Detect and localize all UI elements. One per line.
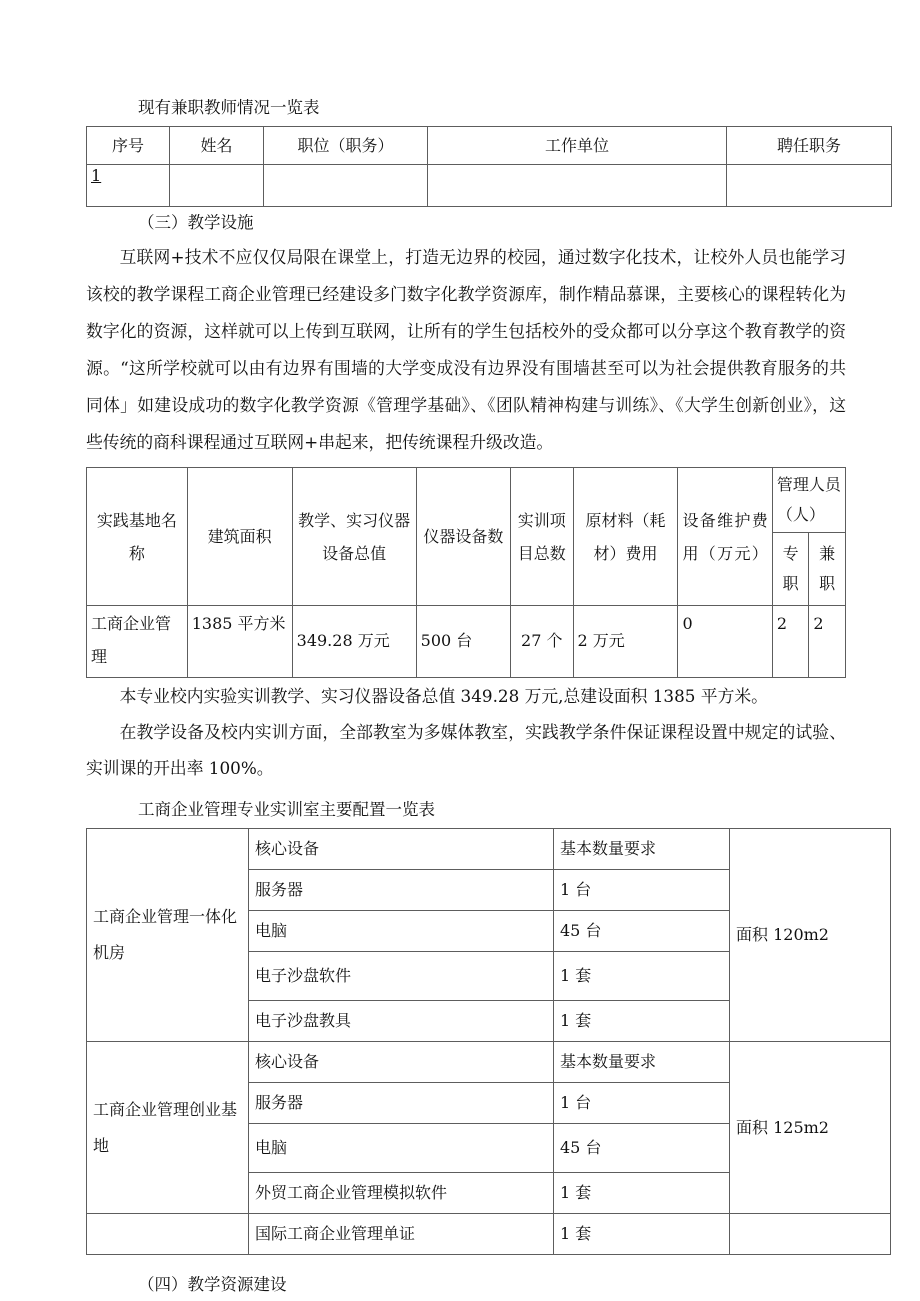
cell-area-empty [730,1214,891,1255]
cell-group-name: 工商企业管理一体化机房 [87,829,249,1042]
section-heading-four: （四）教学资源建设 [138,1275,287,1294]
cell-training-items: 27 个 [511,606,574,678]
cell-equipment: 服务器 [249,870,554,911]
cell-maintenance-cost: 0 [678,606,772,678]
practice-base-table [86,467,846,678]
cell-equipment: 服务器 [249,1083,554,1124]
cell-building-area: 1385 平方米 [187,606,292,678]
cell-equipment-count: 500 台 [416,606,510,678]
cell-group-area: 面积 125m2 [730,1042,891,1214]
cell-serial-value: 1 [91,166,102,185]
cell-position [264,165,428,207]
header-basic-quantity: 基本数量要求 [554,829,730,870]
cell-equipment: 电子沙盘教具 [249,1001,554,1042]
header-staff-part-time: 兼职 [809,533,846,606]
table-row [87,1042,891,1083]
cell-quantity: 1 套 [554,952,730,1001]
table-header-row-1 [87,468,846,533]
paragraph-equipment-summary: 本专业校内实验实训教学、实习仪器设备总值 349.28 万元,总建设面积 1385 平方米。 [119,686,768,706]
header-core-equipment: 核心设备 [249,1042,554,1083]
header-material-cost: 原材料（耗材）费用 [573,468,678,606]
table-row [87,606,846,678]
cell-work-unit [428,165,727,207]
cell-equipment: 外贸工商企业管理模拟软件 [249,1173,554,1214]
cell-equipment: 电脑 [249,911,554,952]
cell-quantity: 1 套 [554,1001,730,1042]
teachers-table [86,126,892,207]
cell-group-name: 工商企业管理创业基地 [87,1042,249,1214]
section-heading-three: （三）教学设施 [138,213,254,232]
cell-quantity: 45 台 [554,1124,730,1173]
cell-equipment: 国际工商企业管理单证 [249,1214,554,1255]
cell-name [170,165,264,207]
cell-quantity: 45 台 [554,911,730,952]
cell-quantity: 1 套 [554,1173,730,1214]
lab-table-caption: 工商企业管理专业实训室主要配置一览表 [138,800,435,819]
paragraph-teaching-facilities: 互联网+技术不应仅仅局限在课堂上，打造无边界的校园，通过数字化技术，让校外人员也能学习该校的教学课程工商企业管理已经建设多门数字化教学资源库，制作精品慕课，主要核心的课程转化为数字化的资源，这样就可以上传到互联网，让所有的学生包括校外的受众都可以分享这个教育教学的资源。“这所学校就可以由有边界有围墙的大学变成没有边界没有围墙甚至可以为社会提供教育服务的共同体」如建设成功的数字化教学资源《管理学基础》、《团队精神构建与训练》、《大学生创新创业》，这些传统的商科课程通过互联网+串起来，把传统课程升级改造。 [86,247,846,452]
cell-base-name: 工商企业管理 [87,606,188,678]
header-core-equipment: 核心设备 [249,829,554,870]
lab-config-table [86,828,891,1255]
teachers-table-caption: 现有兼职教师情况一览表 [138,98,320,117]
paragraph-training-rate: 在教学设备及校内实训方面，全部教室为多媒体教室，实践教学条件保证课程设置中规定的试验、实训课的开出率 100%。 [86,722,846,778]
header-equipment-value: 教学、实习仪器设备总值 [292,468,416,606]
header-name: 姓名 [170,127,264,165]
header-work-unit: 工作单位 [428,127,727,165]
header-staff-group: 管理人员（人） [772,468,845,533]
cell-quantity: 1 台 [554,1083,730,1124]
header-maintenance-cost: 设备维护费用（万元） [678,468,772,606]
cell-quantity: 1 套 [554,1214,730,1255]
cell-material-cost: 2 万元 [573,606,678,678]
cell-group-name-empty [87,1214,249,1255]
header-basic-quantity: 基本数量要求 [554,1042,730,1083]
cell-serial [87,165,170,207]
cell-equipment: 电子沙盘软件 [249,952,554,1001]
cell-equipment-value: 349.28 万元 [292,606,416,678]
table-row [87,165,892,207]
cell-staff-part-time: 2 [809,606,846,678]
header-building-area: 建筑面积 [187,468,292,606]
header-equipment-count: 仪器设备数 [416,468,510,606]
cell-group-area: 面积 120m2 [730,829,891,1042]
header-training-items: 实训项目总数 [511,468,574,606]
header-appointed-post: 聘任职务 [727,127,892,165]
cell-quantity: 1 台 [554,870,730,911]
header-position: 职位（职务） [264,127,428,165]
header-staff-full-time: 专职 [772,533,809,606]
cell-staff-full-time: 2 [772,606,809,678]
table-header-row [87,127,892,165]
header-serial: 序号 [87,127,170,165]
cell-appointed-post [727,165,892,207]
cell-equipment: 电脑 [249,1124,554,1173]
header-base-name: 实践基地名称 [87,468,188,606]
table-row [87,1214,891,1255]
document-content [86,95,846,1301]
table-row [87,829,891,870]
